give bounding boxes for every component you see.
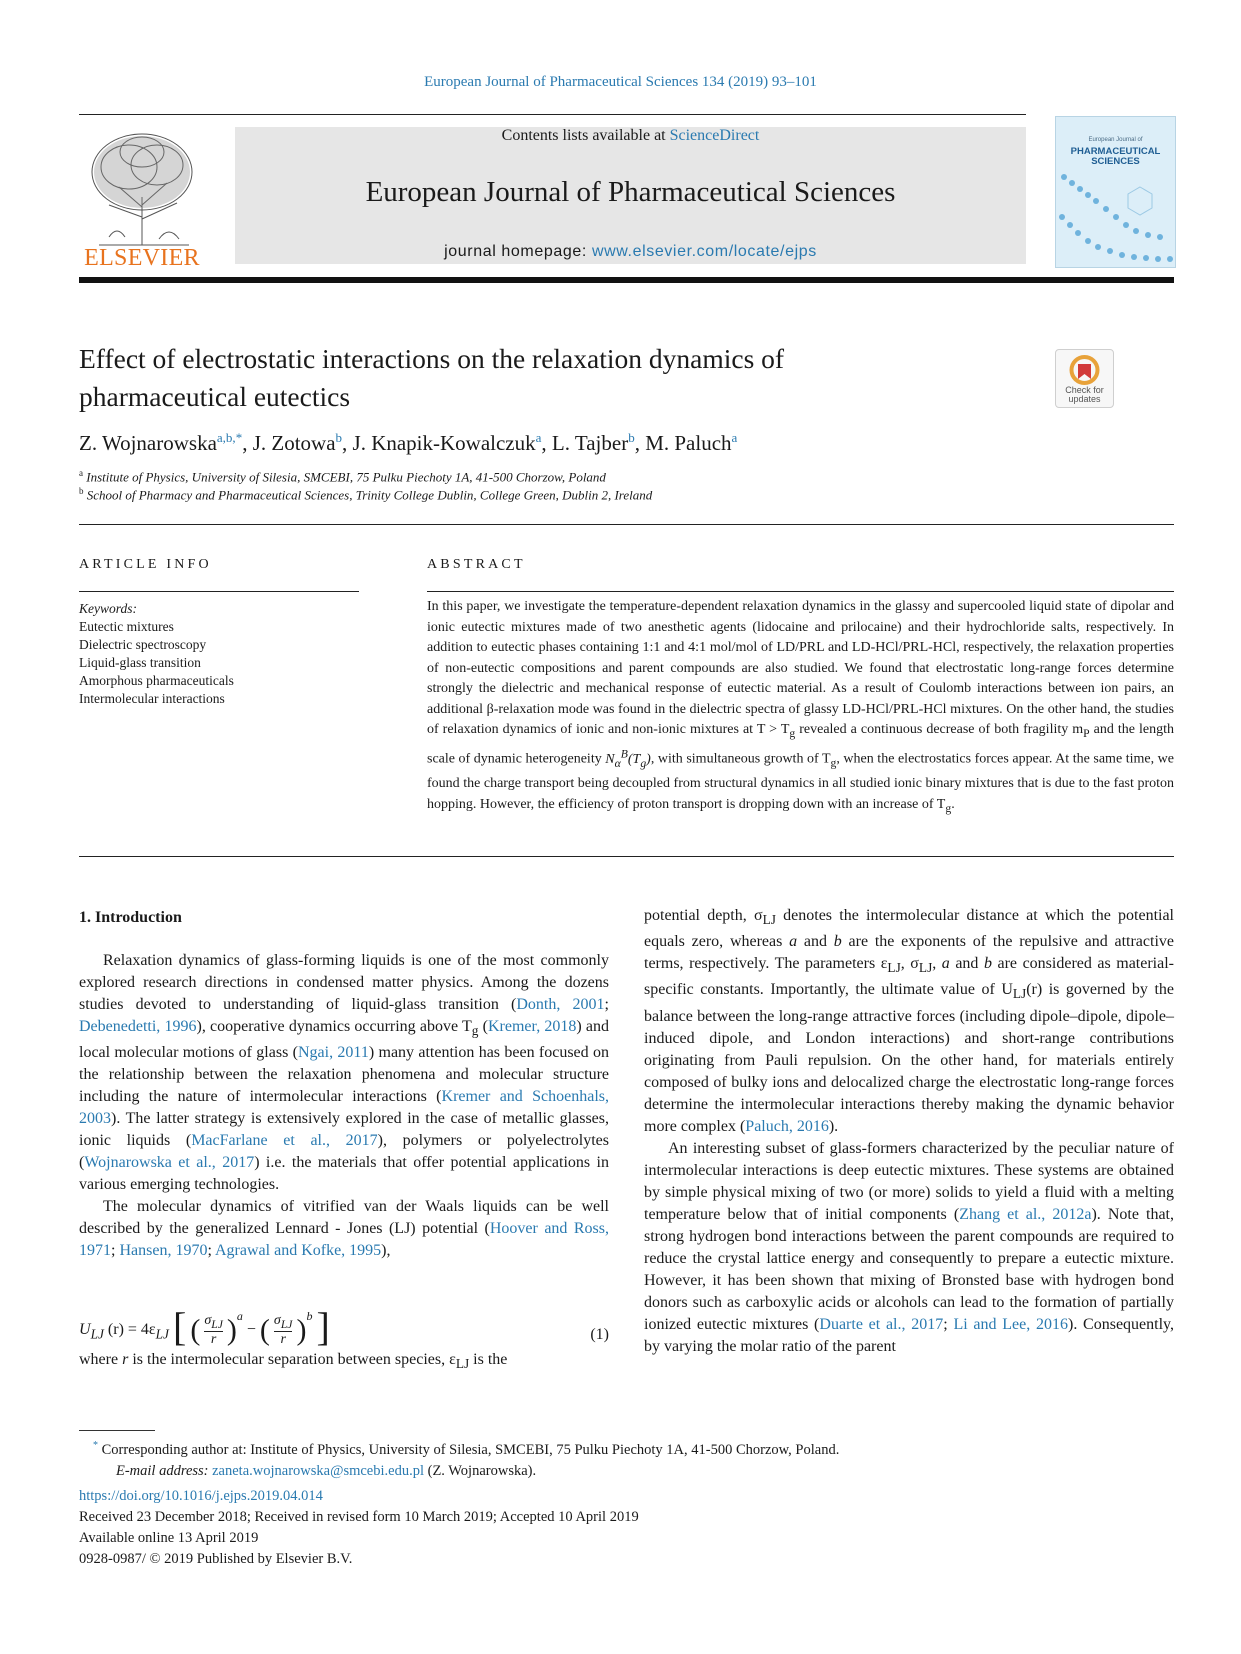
journal-homepage <box>235 243 1026 261</box>
abstract-text: In this paper, we investigate the temperature-dependent relaxation dynamics in the glassy and supercooled liquid state of dipolar and ionic eutectic mixtures made of two anesthetic agents (lidocaine and prilocaine) and their hydrochloride salts, respectively. In addition to eutectic phases containing 1:1 and 4:1 mol/mol of LD/PRL and LD-HCl/PRL-HCl, respectively, the relaxation properties of non-eutectic compositions and parent compounds are also studied. We found that electrostatic long-range forces determine strongly the dielectric and mechanical response of eutectic material. As a result of Coulomb interactions between ion pairs, an additional β-relaxation mode was found in the dielectric spectra of glassy LD-HCl/PRL-HCl mixtures. On the other hand, the studies of relaxation dynamics of ionic and non-ionic mixtures at $T > T_g$ revealed a continuous decrease of both fragility $m_P$ and the length scale of dynamic heterogeneity $N_\alpha^B(T_g)$, with simultaneous growth of $T_g$, when the electrostatics forces appear. At the same time, we found the charge transport being decoupled from structural dynamics in all studied ionic binary mixtures that is due to the fast proton hopping. However, the efficiency of proton transport is dropping down with an increase of $T_g$. <box>427 599 1175 815</box>
cover-molecule-art <box>1056 117 1175 267</box>
author-separator: , <box>342 431 353 455</box>
article-title: Effect of electrostatic interactions on the relaxation dynamics of pharmaceutical eutectics <box>79 343 785 412</box>
intro-paragraph-2: The molecular dynamics of vitrified van der Waals liquids can be well described by the generalized Lennard - Jones (LJ) potential (Hoover and Ross, 1971; Hansen, 1970; Agrawal and Kofke, 1995), <box>79 1198 610 1260</box>
contents-prefix: Contents lists available at <box>501 127 670 144</box>
ref-link[interactable]: Paluch, 2016 <box>745 1117 829 1135</box>
cover-subtitle: European Journal of <box>1088 137 1143 143</box>
affiliation-a: $^a$ Institute of Physics, University of Silesia, SMCEBI, 75 Pulku Piechoty 1A, 41-500 Chorzow, Poland <box>79 468 606 485</box>
copyright: 0928-0987/ © 2019 Published by Elsevier B.V. <box>79 1551 353 1567</box>
ref-link[interactable]: Agrawal and Kofke, 1995 <box>215 1242 382 1260</box>
keyword-item: Amorphous pharmaceuticals <box>79 673 234 688</box>
article-info-heading: ARTICLE INFO <box>79 557 212 572</box>
author-name[interactable]: J. Zotowa <box>252 431 336 455</box>
available-online: Available online 13 April 2019 <box>79 1530 259 1546</box>
equation-body: $U_{LJ}$ $(r) = 4\varepsilon_{LJ}$ [ ( $\sigma_{LJ}$ r )$^a$ − ( $\sigma_{LJ}$ r )$^b$ ] <box>79 1304 330 1349</box>
doi-link[interactable]: https://doi.org/10.1016/j.ejps.2019.04.014 <box>79 1488 323 1504</box>
elsevier-wordmark: ELSEVIER <box>84 245 200 271</box>
author-separator: , <box>242 431 253 455</box>
ref-link[interactable]: Donth, 2001 <box>516 996 605 1013</box>
corresponding-author-mark[interactable]: * <box>235 430 243 445</box>
footnote-rule <box>79 1430 155 1431</box>
author-name[interactable]: L. Tajber <box>551 431 629 455</box>
intro-paragraph-1: Relaxation dynamics of glass-forming liquids is one of the most commonly explored research directions in condensed matter physics. Among the dozens studies devoted to understanding of liquid-glass transition (Donth, 2001; Debenedetti, 1996), cooperative dynamics occurring above $T_g$ (Kremer, 2018) and local molecular motions of glass (Ngai, 2011) many attention has been focused on the relationship between the relaxation phenomena and molecular structure including the nature of intermolecular interactions (Kremer and Schoenhals, 2003). The latter strategy is extensively explored in the case of metallic glasses, ionic liquids (MacFarlane et al., 2017), polymers or polyelectrolytes (Wojnarowska et al., 2017) i.e. the materials that offer potential applications in various emerging technologies. <box>79 952 610 1194</box>
ref-link[interactable]: Zhang et al., 2012a <box>959 1205 1092 1223</box>
divider-rule <box>79 524 1174 525</box>
author-list <box>79 430 737 456</box>
author-affiliation-mark[interactable]: b <box>628 430 635 445</box>
keyword-item: Intermolecular interactions <box>79 691 225 706</box>
sciencedirect-link[interactable]: ScienceDirect <box>669 127 760 144</box>
ref-link[interactable]: MacFarlane et al., 2017 <box>191 1132 378 1150</box>
ref-link[interactable]: Li and Lee, 2016 <box>953 1315 1068 1333</box>
ref-link[interactable]: Ngai, 2011 <box>297 1044 369 1062</box>
author-affiliation-mark[interactable]: b <box>335 430 343 445</box>
journal-name: European Journal of Pharmaceutical Sciences <box>365 176 896 208</box>
keywords-section <box>79 600 369 708</box>
intro-right-column <box>644 905 1174 1358</box>
ref-link[interactable]: Hoover and Ross, 1971 <box>79 1220 610 1260</box>
publication-info <box>79 1486 979 1570</box>
homepage-prefix: journal homepage: <box>444 243 592 260</box>
email-link[interactable]: zaneta.wojnarowska@smcebi.edu.pl <box>212 1462 424 1479</box>
right-paragraph-2: An interesting subset of glass-formers characterized by the peculiar nature of intermolecular interactions is deep eutectic mixtures. These systems are obtained by simple physical mixing of two (or more) solids to yield a fluid with a melting temperature below that of initial components (Zhang et al., 2012a). Note that, strong hydrogen bond interactions between the parent compounds are required to reduce the crystal lattice energy and consequently to prepare a eutectic mixture. However, it has been shown that mixing of Bronsted base with hydrogen bond donors such as carboxylic acids or alcohols can lead to the formation of partially ionized eutectic mixtures (Duarte et al., 2017; Li and Lee, 2016). Consequently, by varying the molar ratio of the parent <box>644 1139 1175 1355</box>
ref-link[interactable]: Wojnarowska et al., 2017 <box>84 1154 255 1172</box>
cover-title: PHARMACEUTICAL SCIENCES <box>1070 146 1161 167</box>
info-rule <box>79 591 359 592</box>
abstract-heading: ABSTRACT <box>427 557 526 572</box>
author-affiliation-mark[interactable]: a,b, <box>216 430 236 445</box>
keyword-item: Liquid-glass transition <box>79 655 201 670</box>
author-separator: , <box>541 431 552 455</box>
equation-lennard-jones <box>79 1295 609 1351</box>
contents-available <box>235 127 1026 145</box>
author-affiliation-mark[interactable]: a <box>731 430 738 445</box>
received-dates: Received 23 December 2018; Received in revised form 10 March 2019; Accepted 10 April 2019 <box>79 1509 639 1525</box>
author-separator: , <box>634 431 646 455</box>
check-updates-icon <box>1056 352 1113 388</box>
affiliation-b: $^b$ School of Pharmacy and Pharmaceutical Sciences, Trinity College Dublin, College Green, Dublin 2, Ireland <box>79 486 653 503</box>
right-paragraph-1: potential depth, $\sigma_{LJ}$ denotes the intermolecular distance at which the potential equals zero, whereas a and b are the exponents of the repulsive and attractive terms, respectively. The parameters $\varepsilon_{LJ}$, $\sigma_{LJ}$, a and b are considered as material-specific constants. Importantly, the ultimate value of $U_{LJ}(r)$ is governed by the balance between the long-range attractive forces (including dipole–dipole, dipole–induced dipole, and London interactions) and short-range contributions originating from Pauli repulsion. On the other hand, for materials entirely composed of bulky ions and delocalized charge the electrostatic long-range forces determine the intermolecular interactions thereby making the dynamic behavior more complex (Paluch, 2016). <box>644 907 1174 1135</box>
check-updates-label: Check for updates <box>1065 385 1104 404</box>
journal-cover-thumbnail[interactable] <box>1055 116 1176 268</box>
homepage-link[interactable]: www.elsevier.com/locate/ejps <box>591 243 817 260</box>
intro-left-column <box>79 950 609 1262</box>
abstract-rule <box>427 591 1174 592</box>
ref-link[interactable]: Hansen, 1970 <box>119 1242 208 1260</box>
after-equation-text: where r is the intermolecular separation between species, $\varepsilon_{LJ}$ is the <box>79 1351 508 1372</box>
section-heading-introduction: 1. Introduction <box>79 909 182 926</box>
equation-number: (1) <box>590 1326 609 1343</box>
keyword-item: Eutectic mixtures <box>79 619 174 634</box>
author-name[interactable]: J. Knapik-Kowalczuk <box>352 431 536 455</box>
header-rule <box>79 114 1026 115</box>
check-for-updates-button[interactable] <box>1055 349 1114 408</box>
journal-citation[interactable]: European Journal of Pharmaceutical Sciences 134 (2019) 93–101 <box>424 74 817 90</box>
ref-link[interactable]: Kremer, 2018 <box>487 1018 577 1035</box>
ref-link[interactable]: Duarte et al., 2017 <box>819 1315 944 1333</box>
abstract-bottom-rule <box>79 856 1174 857</box>
ref-link[interactable]: Kremer and Schoenhals, 2003 <box>79 1088 610 1128</box>
keyword-item: Dielectric spectroscopy <box>79 637 207 652</box>
header-thick-rule <box>79 277 1174 283</box>
keywords-label: Keywords: <box>79 601 137 616</box>
ref-link[interactable]: Debenedetti, 1996 <box>79 1018 197 1035</box>
author-name[interactable]: Z. Wojnarowska <box>79 431 217 455</box>
corresponding-author-footnote: * Corresponding author at: Institute of Physics, University of Silesia, SMCEBI, 75 Pulku Piechoty 1A, 41-500 Chorzow, Poland. E-mail address: zaneta.wojnarowska@smcebi.edu.pl (Z. Wojnarowska). <box>93 1440 840 1479</box>
author-name[interactable]: M. Paluch <box>645 431 732 455</box>
author-affiliation-mark[interactable]: a <box>535 430 542 445</box>
